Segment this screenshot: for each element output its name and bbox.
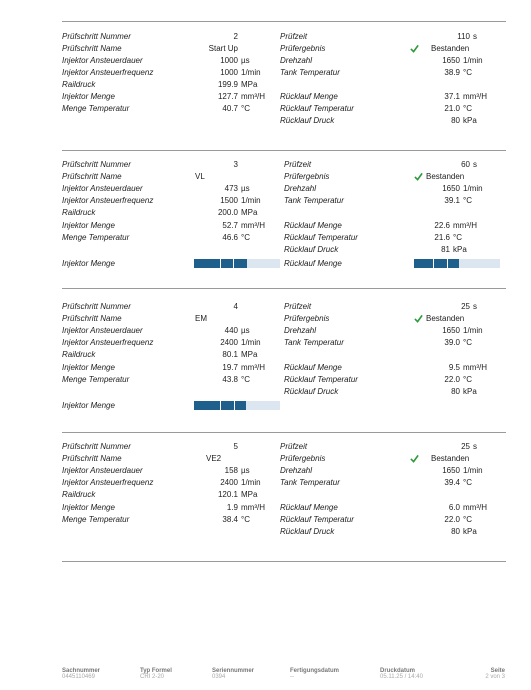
speed-unit: 1/min bbox=[463, 326, 483, 335]
return-pressure-label: Rücklauf Druck bbox=[280, 116, 335, 125]
footer-value: 0394 bbox=[212, 674, 226, 680]
inj-frequency-label: Injektor Ansteuerfrequenz bbox=[62, 196, 154, 205]
step-name-value: Start Up bbox=[208, 44, 238, 53]
rail-pressure-label: Raildruck bbox=[62, 80, 96, 89]
inj-frequency-value: 2400 bbox=[220, 478, 238, 487]
inj-quantity-unit: mm³/H bbox=[241, 92, 265, 101]
check-icon bbox=[414, 314, 423, 323]
return-pressure-unit: kPa bbox=[463, 387, 477, 396]
return-temp-unit: °C bbox=[463, 104, 472, 113]
return-temp-unit: °C bbox=[463, 375, 472, 384]
speed-label: Drehzahl bbox=[280, 466, 313, 475]
check-icon bbox=[410, 454, 419, 463]
step-name-label: Prüfschritt Name bbox=[62, 454, 122, 463]
footer-heading: Sachnummer bbox=[62, 668, 101, 674]
test-time-label: Prüfzeit bbox=[280, 442, 308, 451]
rail-pressure-value: 120.1 bbox=[217, 490, 238, 499]
return-temp-value: 21.6 bbox=[434, 233, 450, 242]
test-result-value: Bestanden bbox=[431, 44, 470, 53]
inj-quantity-value: 127.7 bbox=[217, 92, 238, 101]
return-pressure-value: 81 bbox=[441, 245, 450, 254]
rail-pressure-unit: MPa bbox=[241, 350, 258, 359]
return-pressure-value: 80 bbox=[451, 527, 460, 536]
inj-frequency-value: 2400 bbox=[220, 338, 238, 347]
separator-top bbox=[62, 21, 506, 22]
inj-duration-value: 158 bbox=[224, 466, 238, 475]
footer-heading: Seite bbox=[490, 668, 505, 674]
separator-2 bbox=[62, 288, 506, 289]
speed-value: 1650 bbox=[442, 326, 460, 335]
rail-pressure-value: 199.9 bbox=[217, 80, 238, 89]
inj-quantity-label: Injektor Menge bbox=[62, 221, 115, 230]
step-name-value: EM bbox=[195, 314, 207, 323]
inj-frequency-label: Injektor Ansteuerfrequenz bbox=[62, 478, 154, 487]
inj-quantity-unit: mm³/H bbox=[241, 363, 265, 372]
step-number-value: 5 bbox=[233, 442, 238, 451]
footer-value: -- bbox=[290, 674, 294, 680]
tank-temp-value: 38.9 bbox=[444, 68, 460, 77]
inj-quantity-label: Injektor Menge bbox=[62, 92, 115, 101]
test-result-label: Prüfergebnis bbox=[284, 314, 330, 323]
separator-4 bbox=[62, 561, 506, 562]
footer-heading: Typ Formel bbox=[140, 668, 172, 674]
inj-quantity-unit: mm³/H bbox=[241, 221, 265, 230]
return-pressure-label: Rücklauf Druck bbox=[284, 387, 339, 396]
rail-pressure-unit: MPa bbox=[241, 208, 258, 217]
return-quantity-bar bbox=[414, 259, 500, 268]
speed-value: 1650 bbox=[442, 56, 460, 65]
speed-value: 1650 bbox=[442, 184, 460, 193]
step-number-value: 2 bbox=[233, 32, 238, 41]
inj-duration-label: Injektor Ansteuerdauer bbox=[62, 56, 143, 65]
return-quantity-value: 9.5 bbox=[448, 363, 460, 372]
rail-pressure-label: Raildruck bbox=[62, 490, 96, 499]
return-temp-label: Rücklauf Temperatur bbox=[284, 233, 358, 242]
quantity-temp-label: Menge Temperatur bbox=[62, 375, 130, 384]
footer-type-formula bbox=[140, 668, 172, 680]
return-pressure-value: 80 bbox=[451, 116, 460, 125]
step-number-label: Prüfschritt Nummer bbox=[62, 442, 131, 451]
inj-frequency-label: Injektor Ansteuerfrequenz bbox=[62, 338, 154, 347]
inj-duration-value: 473 bbox=[224, 184, 238, 193]
footer-value: 0445110469 bbox=[62, 674, 95, 680]
rail-pressure-label: Raildruck bbox=[62, 350, 96, 359]
speed-unit: 1/min bbox=[463, 184, 483, 193]
quantity-temp-label: Menge Temperatur bbox=[62, 515, 130, 524]
test-time-label: Prüfzeit bbox=[280, 32, 308, 41]
return-pressure-label: Rücklauf Druck bbox=[284, 245, 339, 254]
tank-temp-value: 39.1 bbox=[444, 196, 460, 205]
rail-pressure-label: Raildruck bbox=[62, 208, 96, 217]
quantity-temp-value: 40.7 bbox=[222, 104, 238, 113]
return-quantity-label: Rücklauf Menge bbox=[280, 503, 338, 512]
tank-temp-label: Tank Temperatur bbox=[280, 68, 340, 77]
separator-3 bbox=[62, 432, 506, 433]
inj-quantity-label: Injektor Menge bbox=[62, 363, 115, 372]
inj-frequency-unit: 1/min bbox=[241, 196, 261, 205]
return-quantity-label: Rücklauf Menge bbox=[284, 363, 342, 372]
inj-frequency-unit: 1/min bbox=[241, 478, 261, 487]
quantity-temp-unit: °C bbox=[241, 375, 250, 384]
step-name-label: Prüfschritt Name bbox=[62, 314, 122, 323]
speed-value: 1650 bbox=[442, 466, 460, 475]
inj-duration-value: 1000 bbox=[220, 56, 238, 65]
return-quantity-label: Rücklauf Menge bbox=[280, 92, 338, 101]
return-bar-label: Rücklauf Menge bbox=[284, 259, 342, 268]
footer-print-date bbox=[380, 668, 423, 680]
tank-temp-unit: °C bbox=[463, 68, 472, 77]
speed-label: Drehzahl bbox=[280, 56, 313, 65]
check-icon bbox=[410, 44, 419, 53]
inj-quantity-value: 52.7 bbox=[222, 221, 238, 230]
step-name-label: Prüfschritt Name bbox=[62, 44, 122, 53]
quantity-temp-unit: °C bbox=[241, 104, 250, 113]
inj-duration-label: Injektor Ansteuerdauer bbox=[62, 184, 143, 193]
return-pressure-unit: kPa bbox=[453, 245, 467, 254]
test-result-value: Bestanden bbox=[431, 454, 470, 463]
return-pressure-label: Rücklauf Druck bbox=[280, 527, 335, 536]
footer-value: 2 von 3 bbox=[485, 674, 505, 680]
speed-unit: 1/min bbox=[463, 466, 483, 475]
inj-quantity-value: 1.9 bbox=[226, 503, 238, 512]
footer-production-date bbox=[290, 668, 339, 680]
inj-frequency-unit: 1/min bbox=[241, 68, 261, 77]
test-result-value: Bestanden bbox=[426, 172, 465, 181]
speed-label: Drehzahl bbox=[284, 184, 317, 193]
return-quantity-label: Rücklauf Menge bbox=[284, 221, 342, 230]
inj-frequency-label: Injektor Ansteuerfrequenz bbox=[62, 68, 154, 77]
quantity-temp-value: 43.8 bbox=[222, 375, 238, 384]
inj-quantity-value: 19.7 bbox=[222, 363, 238, 372]
tank-temp-value: 39.0 bbox=[444, 338, 460, 347]
inj-duration-unit: µs bbox=[241, 184, 250, 193]
return-temp-value: 22.0 bbox=[444, 375, 460, 384]
return-bar-fill bbox=[414, 259, 459, 268]
return-quantity-unit: mm³/H bbox=[463, 363, 487, 372]
test-time-label: Prüfzeit bbox=[284, 160, 312, 169]
step-number-value: 3 bbox=[233, 160, 238, 169]
quantity-temp-label: Menge Temperatur bbox=[62, 233, 130, 242]
inj-duration-label: Injektor Ansteuerdauer bbox=[62, 326, 143, 335]
step-name-label: Prüfschritt Name bbox=[62, 172, 122, 181]
inj-duration-unit: µs bbox=[241, 56, 250, 65]
return-pressure-unit: kPa bbox=[463, 116, 477, 125]
test-result-value: Bestanden bbox=[426, 314, 465, 323]
footer-heading: Fertigungsdatum bbox=[290, 668, 339, 674]
return-temp-unit: °C bbox=[463, 515, 472, 524]
step-number-label: Prüfschritt Nummer bbox=[62, 302, 131, 311]
test-time-value: 110 bbox=[457, 32, 470, 41]
footer-value: 05.11.25 / 14:40 bbox=[380, 674, 423, 680]
inj-duration-unit: µs bbox=[241, 466, 250, 475]
inj-quantity-unit: mm³/H bbox=[241, 503, 265, 512]
return-temp-value: 21.0 bbox=[444, 104, 460, 113]
test-result-label: Prüfergebnis bbox=[280, 44, 326, 53]
inj-frequency-unit: 1/min bbox=[241, 338, 261, 347]
inj-frequency-value: 1000 bbox=[220, 68, 238, 77]
inj-frequency-value: 1500 bbox=[220, 196, 238, 205]
quantity-bar bbox=[194, 401, 280, 410]
separator-1 bbox=[62, 150, 506, 151]
return-quantity-unit: mm³/H bbox=[463, 92, 487, 101]
quantity-temp-unit: °C bbox=[241, 515, 250, 524]
return-temp-value: 22.0 bbox=[444, 515, 460, 524]
tank-temp-label: Tank Temperatur bbox=[280, 478, 340, 487]
test-time-value: 60 bbox=[461, 160, 470, 169]
quantity-bar-label: Injektor Menge bbox=[62, 259, 115, 268]
return-quantity-value: 37.1 bbox=[444, 92, 460, 101]
return-pressure-value: 80 bbox=[451, 387, 460, 396]
test-time-unit: s bbox=[473, 442, 477, 451]
speed-unit: 1/min bbox=[463, 56, 483, 65]
quantity-temp-label: Menge Temperatur bbox=[62, 104, 130, 113]
quantity-bar bbox=[194, 259, 280, 268]
return-temp-label: Rücklauf Temperatur bbox=[280, 104, 354, 113]
tank-temp-label: Tank Temperatur bbox=[284, 196, 344, 205]
test-result-label: Prüfergebnis bbox=[284, 172, 330, 181]
inj-quantity-label: Injektor Menge bbox=[62, 503, 115, 512]
step-number-value: 4 bbox=[233, 302, 238, 311]
quantity-bar-label: Injektor Menge bbox=[62, 401, 115, 410]
footer-serial-number bbox=[212, 668, 254, 680]
quantity-temp-value: 38.4 bbox=[222, 515, 238, 524]
return-quantity-value: 6.0 bbox=[448, 503, 460, 512]
quantity-temp-unit: °C bbox=[241, 233, 250, 242]
tank-temp-unit: °C bbox=[463, 196, 472, 205]
test-time-unit: s bbox=[473, 160, 477, 169]
return-temp-label: Rücklauf Temperatur bbox=[284, 375, 358, 384]
test-time-unit: s bbox=[473, 32, 477, 41]
rail-pressure-value: 80.1 bbox=[222, 350, 238, 359]
test-time-value: 25 bbox=[461, 442, 470, 451]
test-time-label: Prüfzeit bbox=[284, 302, 312, 311]
rail-pressure-value: 200.0 bbox=[217, 208, 238, 217]
test-result-label: Prüfergebnis bbox=[280, 454, 326, 463]
rail-pressure-unit: MPa bbox=[241, 80, 258, 89]
test-time-unit: s bbox=[473, 302, 477, 311]
footer-page bbox=[485, 668, 505, 680]
tank-temp-value: 39.4 bbox=[444, 478, 460, 487]
inj-duration-unit: µs bbox=[241, 326, 250, 335]
check-icon bbox=[414, 172, 423, 181]
rail-pressure-unit: MPa bbox=[241, 490, 258, 499]
footer-value: CRI 2-20 bbox=[140, 674, 165, 680]
tank-temp-unit: °C bbox=[463, 478, 472, 487]
step-number-label: Prüfschritt Nummer bbox=[62, 160, 131, 169]
footer-heading: Druckdatum bbox=[380, 668, 416, 674]
return-temp-unit: °C bbox=[453, 233, 462, 242]
tank-temp-label: Tank Temperatur bbox=[284, 338, 344, 347]
step-number-label: Prüfschritt Nummer bbox=[62, 32, 131, 41]
footer-heading: Seriennummer bbox=[212, 668, 255, 674]
quantity-temp-value: 46.6 bbox=[222, 233, 238, 242]
tank-temp-unit: °C bbox=[463, 338, 472, 347]
inj-duration-value: 440 bbox=[224, 326, 238, 335]
return-quantity-unit: mm³/H bbox=[453, 221, 477, 230]
return-pressure-unit: kPa bbox=[463, 527, 477, 536]
return-temp-label: Rücklauf Temperatur bbox=[280, 515, 354, 524]
inj-duration-label: Injektor Ansteuerdauer bbox=[62, 466, 143, 475]
footer-part-number bbox=[62, 668, 100, 680]
return-quantity-value: 22.6 bbox=[434, 221, 450, 230]
test-time-value: 25 bbox=[461, 302, 470, 311]
return-quantity-unit: mm³/H bbox=[463, 503, 487, 512]
step-name-value: VE2 bbox=[206, 454, 222, 463]
speed-label: Drehzahl bbox=[284, 326, 317, 335]
step-name-value: VL bbox=[195, 172, 205, 181]
